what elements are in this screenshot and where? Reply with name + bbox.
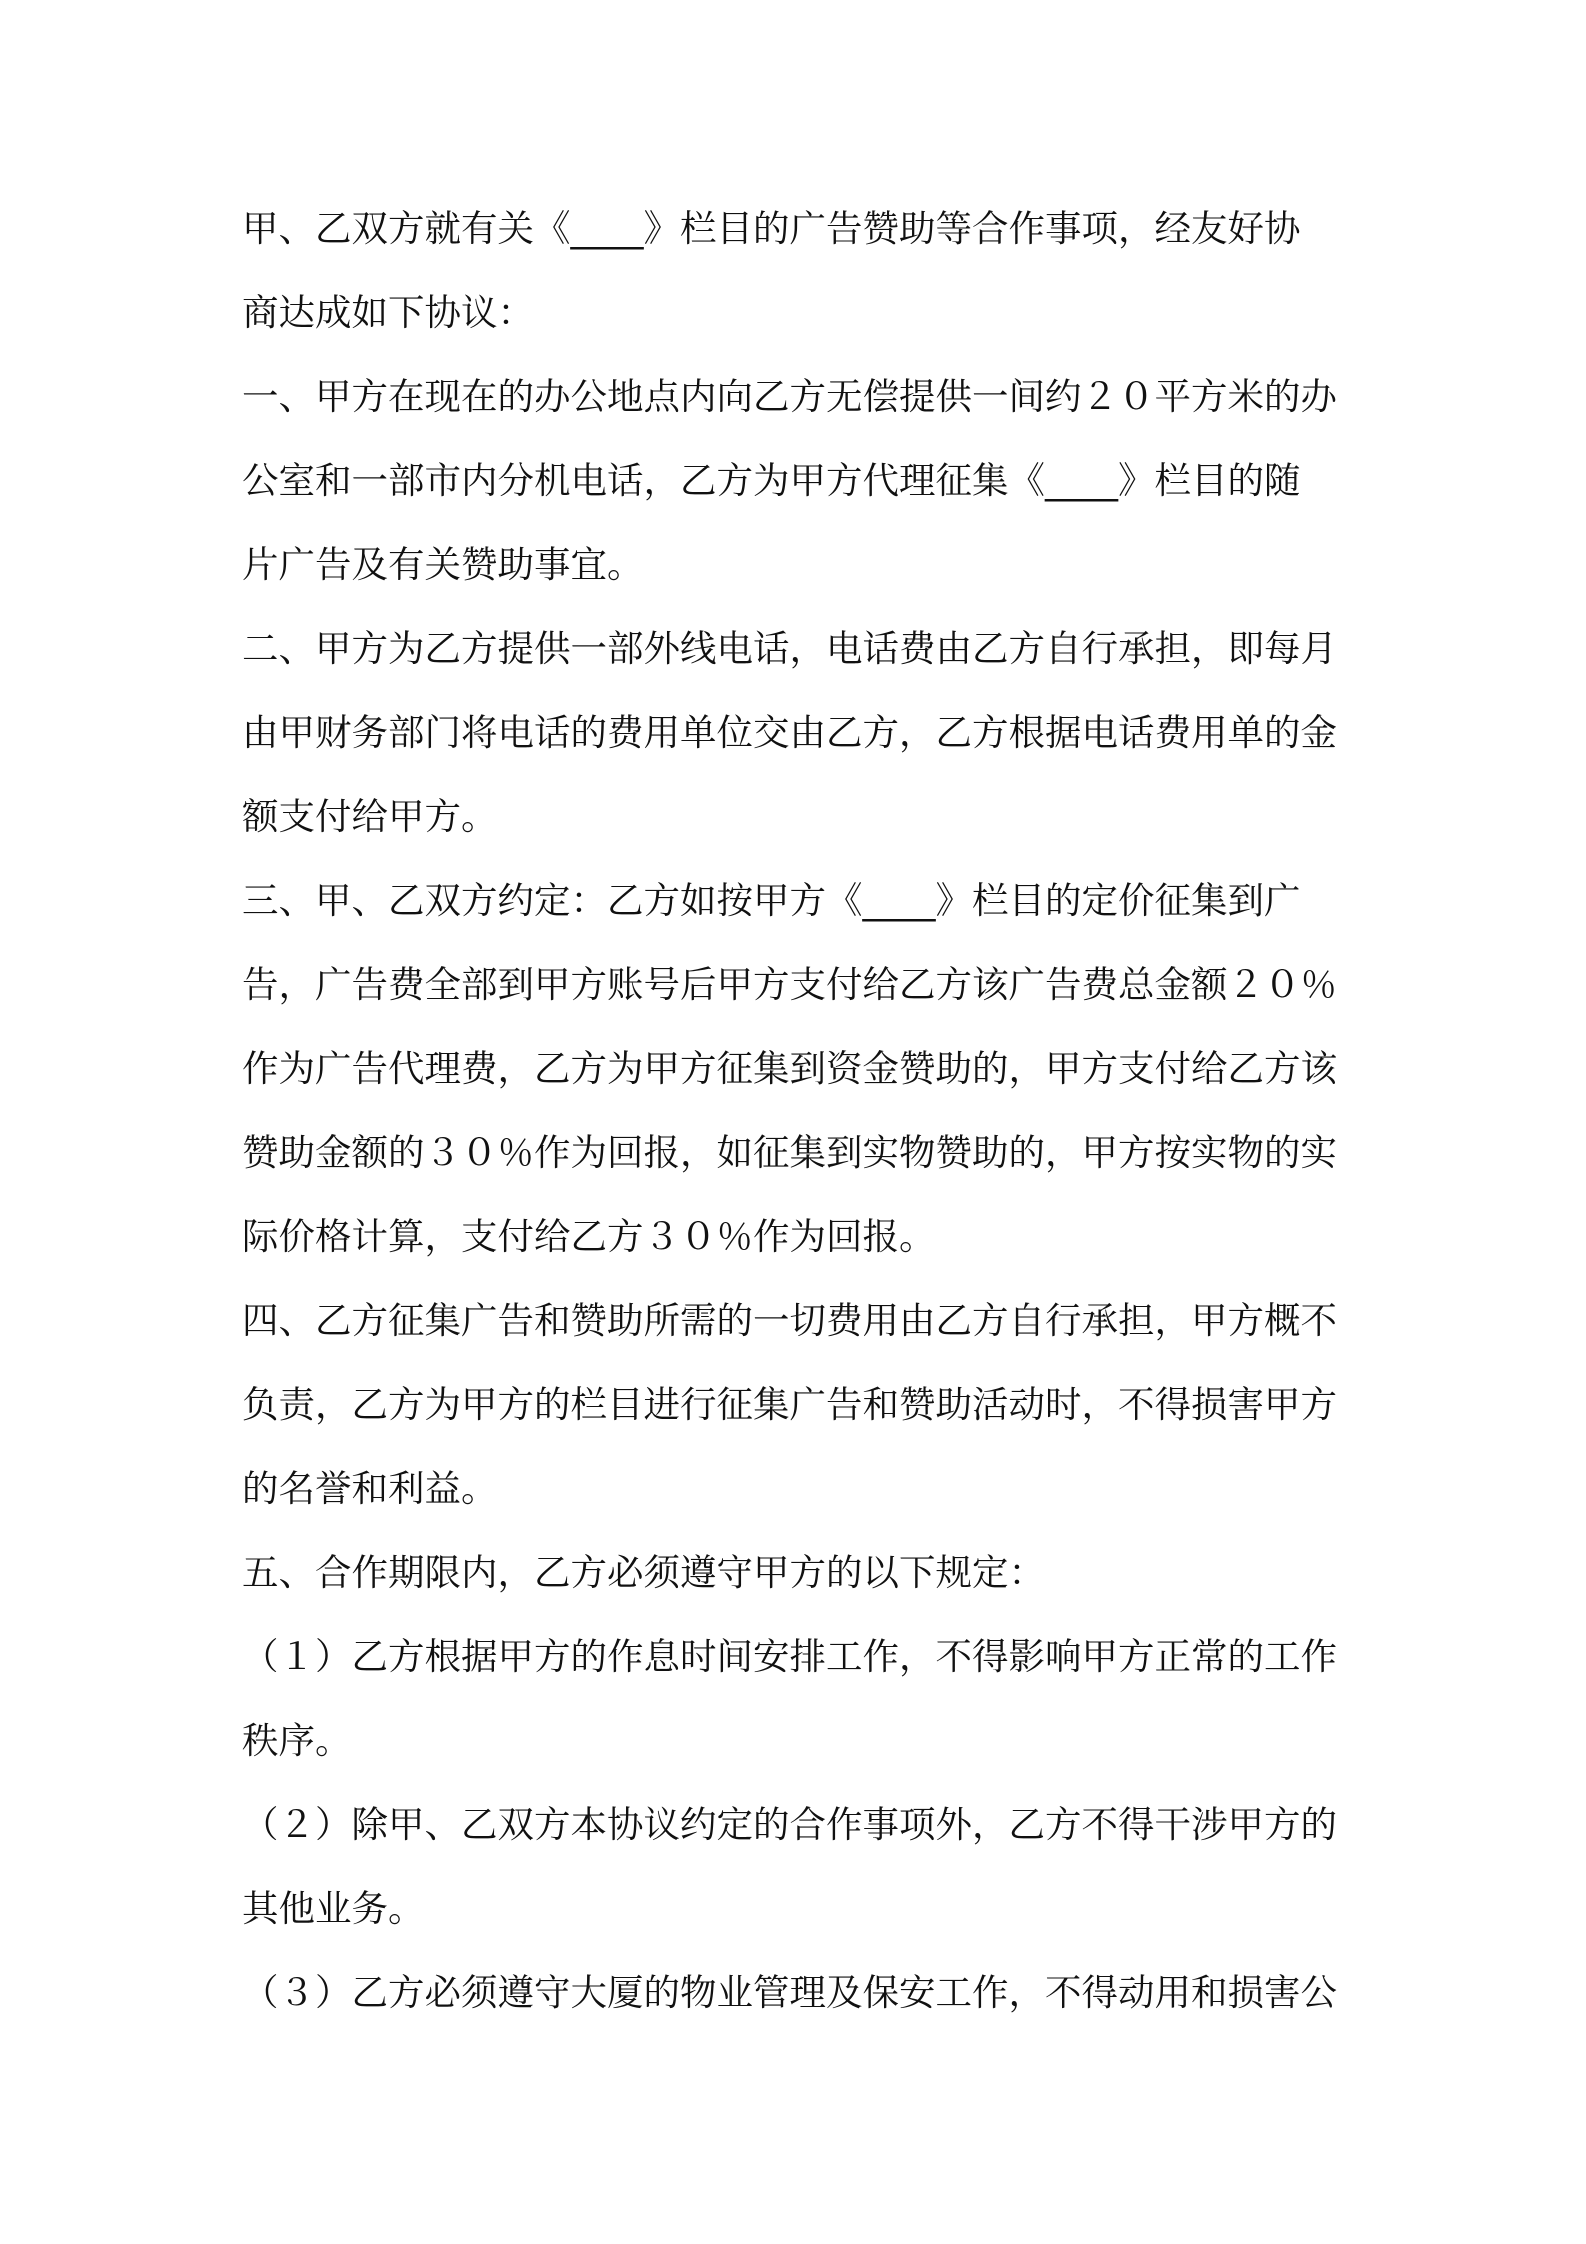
text-line-22: （３）乙方必须遵守大厦的物业管理及保安工作，不得动用和损害公 — [242, 1971, 1337, 2014]
text-line-17: 五、合作期限内，乙方必须遵守甲方的以下规定： — [242, 1551, 1045, 1594]
text-line-4: 公室和一部市内分机电话，乙方为甲方代理征集《____》栏目的随 — [242, 459, 1301, 502]
text-line-2: 商达成如下协议： — [242, 291, 534, 334]
text-line-15: 负责，乙方为甲方的栏目进行征集广告和赞助活动时，不得损害甲方 — [242, 1383, 1337, 1426]
text-line-19: 秩序。 — [242, 1719, 352, 1762]
text-line-10: 告，广告费全部到甲方账号后甲方支付给乙方该广告费总金额２０％ — [242, 963, 1337, 1006]
text-line-21: 其他业务。 — [242, 1887, 425, 1930]
text-line-11: 作为广告代理费，乙方为甲方征集到资金赞助的，甲方支付给乙方该 — [242, 1047, 1337, 1090]
text-line-12: 赞助金额的３０％作为回报，如征集到实物赞助的，甲方按实物的实 — [242, 1131, 1337, 1174]
text-line-6: 二、甲方为乙方提供一部外线电话，电话费由乙方自行承担，即每月 — [242, 627, 1337, 670]
text-line-14: 四、乙方征集广告和赞助所需的一切费用由乙方自行承担，甲方概不 — [242, 1299, 1337, 1342]
text-line-16: 的名誉和利益。 — [242, 1467, 498, 1510]
text-line-8: 额支付给甲方。 — [242, 795, 498, 838]
text-line-1: 甲、乙双方就有关《____》栏目的广告赞助等合作事项，经友好协 — [242, 207, 1301, 250]
text-line-20: （２）除甲、乙双方本协议约定的合作事项外，乙方不得干涉甲方的 — [242, 1803, 1337, 1846]
text-line-9: 三、甲、乙双方约定：乙方如按甲方《____》栏目的定价征集到广 — [242, 879, 1301, 922]
text-line-3: 一、甲方在现在的办公地点内向乙方无偿提供一间约２０平方米的办 — [242, 375, 1337, 418]
text-line-13: 际价格计算，支付给乙方３０％作为回报。 — [242, 1215, 936, 1258]
text-line-18: （１）乙方根据甲方的作息时间安排工作，不得影响甲方正常的工作 — [242, 1635, 1337, 1678]
text-line-5: 片广告及有关赞助事宜。 — [242, 543, 644, 586]
text-line-7: 由甲财务部门将电话的费用单位交由乙方，乙方根据电话费用单的金 — [242, 711, 1337, 754]
